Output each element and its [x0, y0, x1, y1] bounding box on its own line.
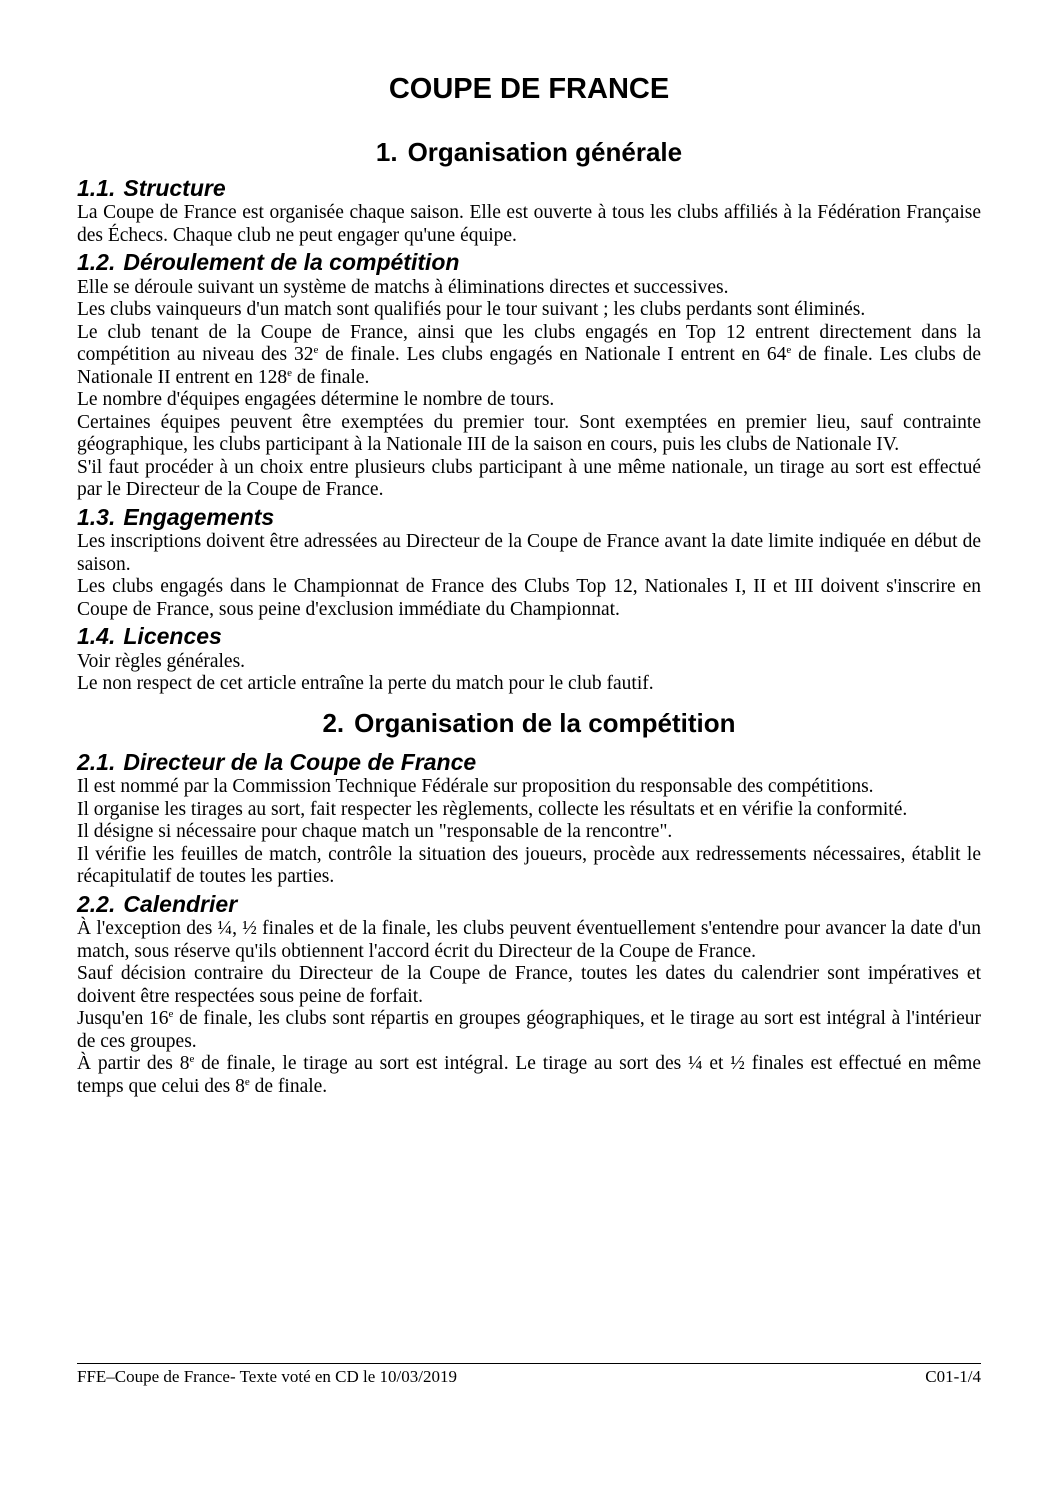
section-2-2-number: 2.2. [77, 890, 116, 917]
paragraph: Il désigne si nécessaire pour chaque match un "responsable de la rencontre". [77, 821, 673, 843]
paragraph: Les inscriptions doivent être adressées au Directeur de la Coupe de France avant la date limite indiquée en début de saison. [77, 531, 981, 575]
paragraph: Le non respect de cet article entraîne la perte du match pour le club fautif. [77, 673, 654, 695]
paragraph: Il vérifie les feuilles de match, contrôle la situation des joueurs, procède aux redressements nécessaires, établit le récapitulatif de toutes les parties. [77, 843, 981, 888]
paragraph: À l'exception des ¼, ½ finales et de la finale, les clubs peuvent éventuellement s'entendre pour avancer la date d'un match, sous réserve qu'ils obtiennent l'accord écrit du Directeur de la Coupe de France. [77, 918, 981, 962]
superscript: e [189, 1053, 195, 1066]
part-1-number: 1. [375, 136, 398, 167]
paragraph [77, 1008, 981, 1053]
section-1-2-number: 1.2. [77, 249, 116, 276]
page-footer [77, 1367, 981, 1387]
section-2-1-heading [77, 749, 981, 777]
paragraph: La Coupe de France est organisée chaque saison. Elle est ouverte à tous les clubs affiliés à la Fédération Française des Échecs. Chaque club ne peut engager qu'une équipe. [77, 202, 981, 246]
paragraph: Le nombre d'équipes engagées détermine le nombre de tours. [77, 389, 555, 411]
section-2-2-heading [77, 891, 981, 919]
text-run: Le club tenant de la Coupe de France, ainsi que les clubs engagés en Top 12 entrent directement dans la compétition au niveau des 32 [77, 321, 981, 366]
section-1-4-title: Licences [123, 623, 222, 650]
text-run: de finale. Les clubs de Nationale II entrent en 128 [77, 344, 982, 388]
text-run: de finale. Les clubs engagés en Nationale I entrent en 64 [318, 344, 787, 366]
part-2-title: Organisation de la compétition [354, 707, 736, 738]
section-1-3 [77, 504, 981, 622]
paragraph: S'il faut procéder à un choix entre plusieurs clubs participant à une même nationale, un tirage au sort est effectué par le Directeur de la Coupe de France. [77, 456, 981, 501]
paragraph: Les clubs vainqueurs d'un match sont qualifiés pour le tour suivant ; les clubs perdants sont éliminés. [77, 299, 866, 321]
part-2-heading [77, 707, 981, 741]
superscript: e [287, 366, 292, 379]
superscript: e [786, 344, 792, 357]
paragraph: Les clubs engagés dans le Championnat de France des Clubs Top 12, Nationales I, II et III doivent s'inscrire en Coupe de France, sous peine d'exclusion immédiate du Championnat. [77, 576, 981, 620]
part-2-number: 2. [322, 707, 345, 738]
text-run: de finale, le tirage au sort est intégral. Le tirage au sort des ¼ et ½ finales est effectué en même temps que celui des 8 [77, 1053, 981, 1097]
section-1-3-number: 1.3. [77, 503, 116, 530]
paragraph [77, 1053, 981, 1098]
footer-document-info: FFE–Coupe de France- Texte voté en CD le 10/03/2019 [77, 1367, 457, 1386]
footer-divider [77, 1363, 981, 1364]
section-1-1 [77, 175, 981, 248]
text-run: de finale. [291, 366, 370, 388]
section-1-1-number: 1.1. [77, 174, 116, 201]
part-1-heading [77, 136, 981, 170]
section-2-1 [77, 749, 981, 889]
section-2-1-title: Directeur de la Coupe de France [123, 748, 477, 775]
section-2-2 [77, 891, 981, 1099]
section-1-4-heading [77, 623, 981, 651]
section-2-2-title: Calendrier [123, 890, 238, 917]
superscript: e [168, 1008, 174, 1021]
section-2-1-number: 2.1. [77, 748, 116, 775]
paragraph [77, 322, 981, 390]
document-title: COUPE DE FRANCE [388, 73, 670, 105]
section-1-1-heading [77, 175, 981, 203]
section-1-3-heading [77, 504, 981, 532]
document-body [77, 72, 981, 1100]
paragraph: Certaines équipes peuvent être exemptées du premier tour. Sont exemptées en premier lieu, sauf contrainte géographique, les clubs participant à la Nationale III de la saison en cours, puis les clubs de Nationale IV. [77, 411, 981, 456]
section-1-2-heading [77, 249, 981, 277]
section-1-4 [77, 623, 981, 696]
section-1-2 [77, 249, 981, 502]
paragraph: Elle se déroule suivant un système de matchs à éliminations directes et successives. [77, 276, 729, 298]
text-run: de finale, les clubs sont répartis en groupes géographiques, et le tirage au sort est intégral à l'intérieur de ces groupes. [77, 1008, 981, 1052]
section-1-2-title: Déroulement de la compétition [123, 249, 460, 276]
paragraph: Voir règles générales. [77, 650, 246, 672]
section-1-4-number: 1.4. [77, 623, 116, 650]
section-1-1-title: Structure [123, 174, 226, 201]
text-run: À partir des 8 [77, 1053, 190, 1075]
footer-page-number: C01-1/4 [925, 1367, 981, 1386]
superscript: e [244, 1075, 250, 1088]
section-1-3-title: Engagements [123, 503, 275, 530]
paragraph: Il organise les tirages au sort, fait respecter les règlements, collecte les résultats et en vérifie la conformité. [77, 798, 908, 820]
text-run: de finale. [249, 1075, 328, 1097]
superscript: e [313, 344, 319, 357]
paragraph: Sauf décision contraire du Directeur de la Coupe de France, toutes les dates du calendrier sont impératives et doivent être respectées sous peine de forfait. [77, 963, 981, 1007]
text-run: Jusqu'en 16 [77, 1008, 169, 1030]
paragraph: Il est nommé par la Commission Technique Fédérale sur proposition du responsable des compétitions. [77, 776, 874, 798]
part-1-title: Organisation générale [407, 136, 683, 167]
